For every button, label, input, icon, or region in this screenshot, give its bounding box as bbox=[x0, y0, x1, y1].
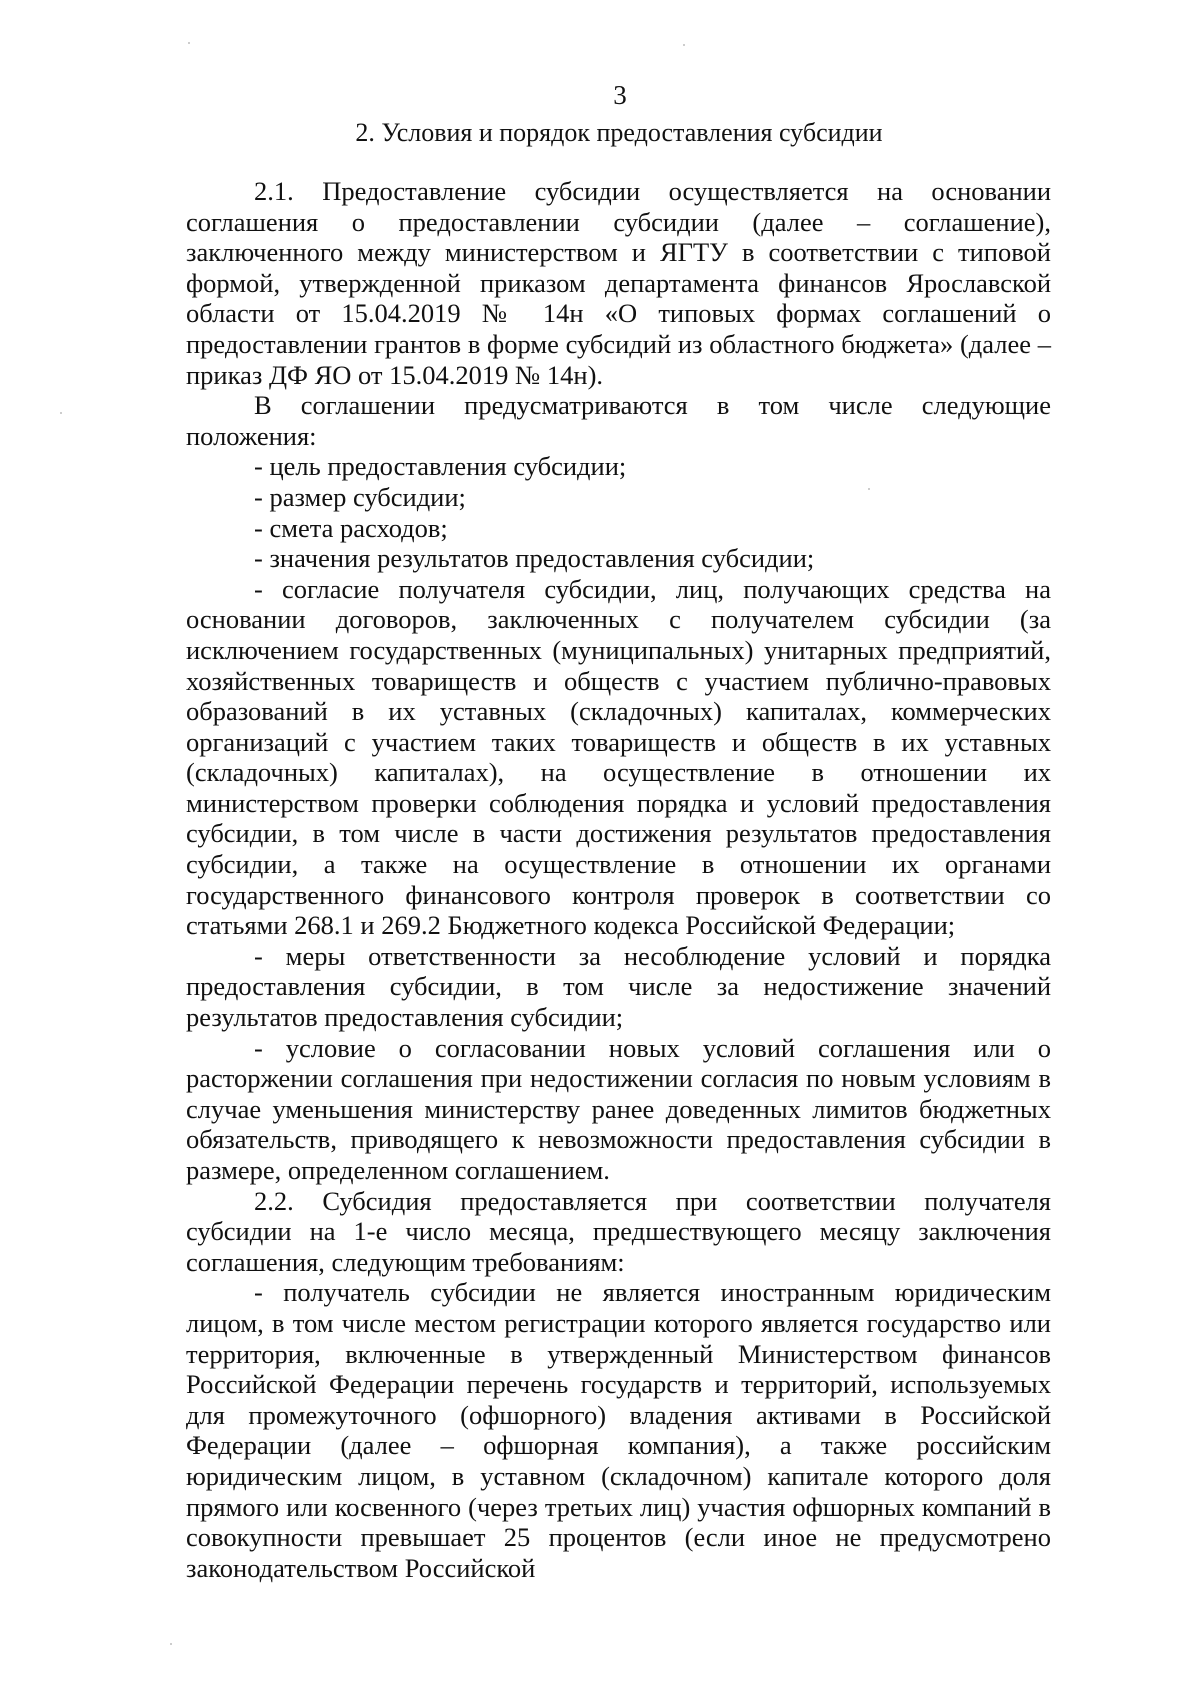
paragraph-provisions-intro: В соглашении предусматриваются в том числе следующие положения: bbox=[186, 390, 1051, 451]
list-item: - цель предоставления субсидии; bbox=[254, 451, 627, 482]
list-item: - смета расходов; bbox=[254, 512, 448, 543]
body-text bbox=[186, 176, 1051, 1583]
section-title: 2. Условия и порядок предоставления субсидии bbox=[355, 118, 883, 147]
scan-speck bbox=[60, 412, 62, 414]
list-item: - размер субсидии; bbox=[254, 481, 466, 512]
scan-speck bbox=[683, 44, 685, 46]
list-item: - меры ответственности за несоблюдение условий и порядка предоставления субсидии, в том числе за недостижение значений результатов предоставления субсидии; bbox=[186, 940, 1051, 1033]
page-number: 3 bbox=[613, 80, 627, 110]
paragraph-2-2: 2.2. Субсидия предоставляется при соответствии получателя субсидии на 1-е число месяца, предшествующего месяцу заключения соглашения, следующим требованиям: bbox=[186, 1185, 1051, 1277]
scan-speck bbox=[170, 1643, 172, 1645]
paragraph-2-1: 2.1. Предоставление субсидии осуществляется на основании соглашения о предоставлении субсидии (далее – соглашение), заключенного между министерством и ЯГТУ в соответствии с типовой формой, утвержденной приказом департамента финансов Ярославской области от 15.04.2019 № 14н «О типовых формах соглашений о предоставлении грантов в форме субсидий из областного бюджета» (далее – приказ ДФ ЯО от 15.04.2019 № 14н). bbox=[186, 176, 1051, 390]
scan-speck bbox=[868, 488, 870, 490]
list-item: - значения результатов предоставления субсидии; bbox=[254, 543, 815, 574]
list-item: - получатель субсидии не является иностранным юридическим лицом, в том числе местом регистрации которого является государство или территория, включенные в утвержденный Министерством финансов Российской Федерации перечень государств и территорий, используемых для промежуточного (офшорного) владения активами в Российской Федерации (далее – офшорная компания), а также российским юридическим лицом, в уставном (складочном) капитале которого доля прямого или косвенного (через третьих лиц) участия офшорных компаний в совокупности превышает 25 процентов (если иное не предусмотрено законодательством Российской bbox=[186, 1277, 1051, 1583]
list-item: - условие о согласовании новых условий соглашения или о расторжении соглашения при недостижении согласия по новым условиям в случае уменьшения министерству ранее доведенных лимитов бюджетных обязательств, приводящего к невозможности предоставления субсидии в размере, определенном соглашением. bbox=[186, 1032, 1051, 1185]
scan-speck bbox=[188, 42, 190, 44]
list-item: - согласие получателя субсидии, лиц, получающих средства на основании договоров, заключенных с получателем субсидии (за исключением государственных (муниципальных) унитарных предприятий, хозяйственных товариществ и обществ с участием публично-правовых образований в их уставных (складочных) капиталах, коммерческих организаций с участием таких товариществ и обществ в их уставных (складочных) капиталах), на осуществление в отношении их министерством проверки соблюдения порядка и условий предоставления субсидии, в том числе в части достижения результатов предоставления субсидии, а также на осуществление в отношении их органами государственного финансового контроля проверок в соответствии со статьями 268.1 и 269.2 Бюджетного кодекса Российской Федерации; bbox=[186, 573, 1051, 941]
